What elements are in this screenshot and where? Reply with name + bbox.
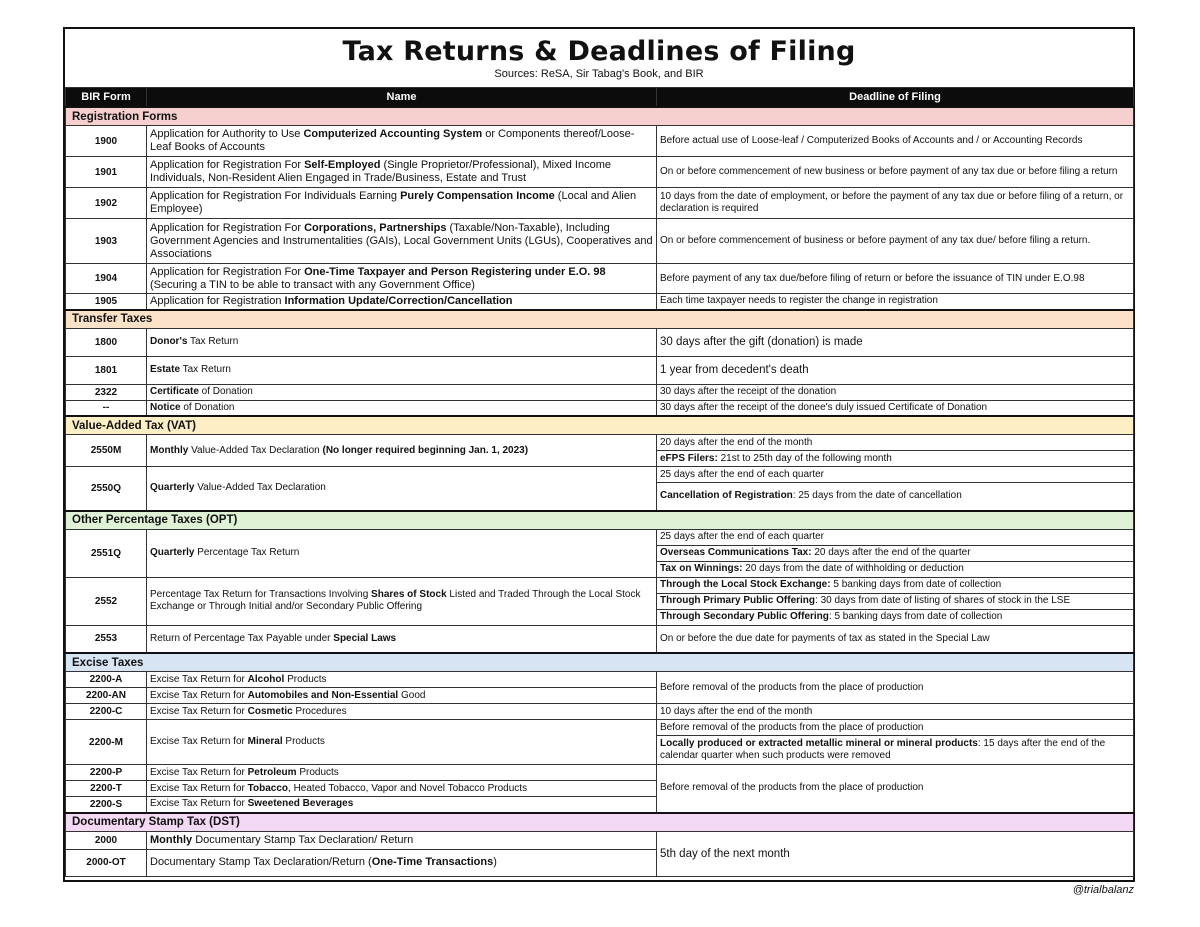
deadline: 30 days after the receipt of the donation (657, 384, 1134, 400)
table-row (66, 720, 1134, 736)
table-row (66, 157, 1134, 188)
deadline: Overseas Communications Tax: 20 days after the end of the quarter (657, 545, 1134, 561)
form-name: Application for Registration For Individuals Earning Purely Compensation Income (Local and Alien Employee) (147, 188, 657, 219)
section-title: Value-Added Tax (VAT) (66, 416, 1134, 435)
sources-subtitle: Sources: ReSA, Sir Tabag's Book, and BIR (494, 68, 704, 80)
deadline: Before payment of any tax due/before filing of return or before the issuance of TIN under E.O.98 (657, 264, 1134, 294)
deadline: Before removal of the products from the place of production (657, 765, 1134, 813)
form-code: 2200-C (66, 704, 147, 720)
form-name: Estate Tax Return (147, 356, 657, 384)
form-name: Notice of Donation (147, 400, 657, 416)
form-name: Excise Tax Return for Automobiles and Non-Essential Good (147, 688, 657, 704)
deadline: 30 days after the gift (donation) is made (657, 328, 1134, 356)
section-excise (66, 653, 1134, 672)
table-row (66, 126, 1134, 157)
form-name: Monthly Value-Added Tax Declaration (No longer required beginning Jan. 1, 2023) (147, 435, 657, 467)
table-row (66, 264, 1134, 294)
deadline: 10 days from the date of employment, or before the payment of any tax due or before filing of a return, or declaration is required (657, 188, 1134, 219)
form-code: 1905 (66, 294, 147, 310)
table-row (66, 219, 1134, 264)
form-code: 2553 (66, 625, 147, 653)
form-code: 2200-P (66, 765, 147, 781)
section-title: Excise Taxes (66, 653, 1134, 672)
form-name: Application for Registration Information Update/Correction/Cancellation (147, 294, 657, 310)
deadline: 30 days after the receipt of the donee's duly issued Certificate of Donation (657, 400, 1134, 416)
table-row (66, 765, 1134, 781)
table-row (66, 188, 1134, 219)
section-title: Other Percentage Taxes (OPT) (66, 511, 1134, 530)
section-title: Documentary Stamp Tax (DST) (66, 813, 1134, 832)
form-name: Quarterly Percentage Tax Return (147, 529, 657, 577)
form-name: Excise Tax Return for Tobacco, Heated Tobacco, Vapor and Novel Tobacco Products (147, 781, 657, 797)
table-row (66, 400, 1134, 416)
section-opt (66, 511, 1134, 530)
table-row (66, 577, 1134, 593)
form-code: 2200-T (66, 781, 147, 797)
tax-deadlines-sheet (63, 27, 1135, 882)
page-title: Tax Returns & Deadlines of Filing (342, 36, 856, 67)
form-code: 2200-M (66, 720, 147, 765)
form-code: 2550M (66, 435, 147, 467)
table-row (66, 672, 1134, 688)
deadline: Through Primary Public Offering: 30 days from date of listing of shares of stock in the LSE (657, 593, 1134, 609)
form-name: Return of Percentage Tax Payable under Special Laws (147, 625, 657, 653)
table-row (66, 356, 1134, 384)
section-transfer (66, 310, 1134, 329)
form-name: Application for Authority to Use Computerized Accounting System or Components thereof/Loose-Leaf Books of Accounts (147, 126, 657, 157)
section-title: Registration Forms (66, 107, 1134, 126)
form-code: 1903 (66, 219, 147, 264)
form-name: Quarterly Value-Added Tax Declaration (147, 467, 657, 511)
header-name: Name (147, 88, 657, 108)
form-code: 2000-OT (66, 849, 147, 876)
form-code: 1800 (66, 328, 147, 356)
table-row (66, 294, 1134, 310)
deadline: 20 days after the end of the month (657, 435, 1134, 451)
form-code: -- (66, 400, 147, 416)
form-code: 1900 (66, 126, 147, 157)
section-vat (66, 416, 1134, 435)
form-name: Certificate of Donation (147, 384, 657, 400)
deadline: Through the Local Stock Exchange: 5 banking days from date of collection (657, 577, 1134, 593)
form-name: Excise Tax Return for Alcohol Products (147, 672, 657, 688)
title-block (65, 29, 1133, 87)
deadline: 25 days after the end of each quarter (657, 529, 1134, 545)
form-code: 1904 (66, 264, 147, 294)
deadline: Locally produced or extracted metallic mineral or mineral products: 15 days after the end of the calendar quarter when such products were removed (657, 736, 1134, 765)
form-code: 1801 (66, 356, 147, 384)
deadline: 1 year from decedent's death (657, 356, 1134, 384)
form-code: 2551Q (66, 529, 147, 577)
form-code: 1902 (66, 188, 147, 219)
deadline: Before removal of the products from the place of production (657, 672, 1134, 704)
table-row (66, 467, 1134, 483)
deadline: Through Secondary Public Offering: 5 banking days from date of collection (657, 609, 1134, 625)
form-name: Application for Registration For Corporations, Partnerships (Taxable/Non-Taxable), Including Government Agencies and Instrumentalities (GAIs), Local Government Units (LGUs), Cooperatives and Associations (147, 219, 657, 264)
deadline: 5th day of the next month (657, 831, 1134, 876)
form-name: Excise Tax Return for Petroleum Products (147, 765, 657, 781)
deadline: Cancellation of Registration: 25 days from the date of cancellation (657, 483, 1134, 511)
deadline: Each time taxpayer needs to register the change in registration (657, 294, 1134, 310)
deadline: eFPS Filers: 21st to 25th day of the following month (657, 451, 1134, 467)
form-code: 1901 (66, 157, 147, 188)
table-row (66, 704, 1134, 720)
form-code: 2200-A (66, 672, 147, 688)
table-row (66, 384, 1134, 400)
table-row (66, 831, 1134, 849)
form-name: Percentage Tax Return for Transactions Involving Shares of Stock Listed and Traded Through the Local Stock Exchange or Through Initial and/or Secondary Public Offering (147, 577, 657, 625)
form-code: 2200-AN (66, 688, 147, 704)
section-registration (66, 107, 1134, 126)
form-code: 2550Q (66, 467, 147, 511)
section-title: Transfer Taxes (66, 310, 1134, 329)
header-row (66, 88, 1134, 108)
deadline: Before removal of the products from the place of production (657, 720, 1134, 736)
form-code: 2200-S (66, 797, 147, 813)
form-name: Excise Tax Return for Cosmetic Procedures (147, 704, 657, 720)
form-name: Documentary Stamp Tax Declaration/Return (One-Time Transactions) (147, 849, 657, 876)
form-name: Monthly Documentary Stamp Tax Declaration/ Return (147, 831, 657, 849)
form-name: Application for Registration For One-Time Taxpayer and Person Registering under E.O. 98 (Securing a TIN to be able to transact with any Government Office) (147, 264, 657, 294)
deadline: On or before commencement of business or before payment of any tax due/ before filing a return. (657, 219, 1134, 264)
table-row (66, 529, 1134, 545)
table-row (66, 328, 1134, 356)
tax-table (65, 87, 1134, 877)
deadline: On or before the due date for payments of tax as stated in the Special Law (657, 625, 1134, 653)
form-name: Application for Registration For Self-Employed (Single Proprietor/Professional), Mixed Income Individuals, Non-Resident Alien Engaged in Trade/Business, Estate and Trust (147, 157, 657, 188)
form-name: Donor's Tax Return (147, 328, 657, 356)
form-code: 2000 (66, 831, 147, 849)
form-code: 2322 (66, 384, 147, 400)
deadline: 10 days after the end of the month (657, 704, 1134, 720)
author-credit: @trialbalanz (1072, 884, 1134, 896)
form-code: 2552 (66, 577, 147, 625)
form-name: Excise Tax Return for Mineral Products (147, 720, 657, 765)
section-dst (66, 813, 1134, 832)
table-row (66, 625, 1134, 653)
table-row (66, 435, 1134, 451)
header-bir-form: BIR Form (66, 88, 147, 108)
deadline: Tax on Winnings: 20 days from the date of withholding or deduction (657, 561, 1134, 577)
deadline: Before actual use of Loose-leaf / Computerized Books of Accounts and / or Accounting Records (657, 126, 1134, 157)
deadline: 25 days after the end of each quarter (657, 467, 1134, 483)
deadline: On or before commencement of new business or before payment of any tax due or before filing a return (657, 157, 1134, 188)
header-deadline: Deadline of Filing (657, 88, 1134, 108)
form-name: Excise Tax Return for Sweetened Beverages (147, 797, 657, 813)
